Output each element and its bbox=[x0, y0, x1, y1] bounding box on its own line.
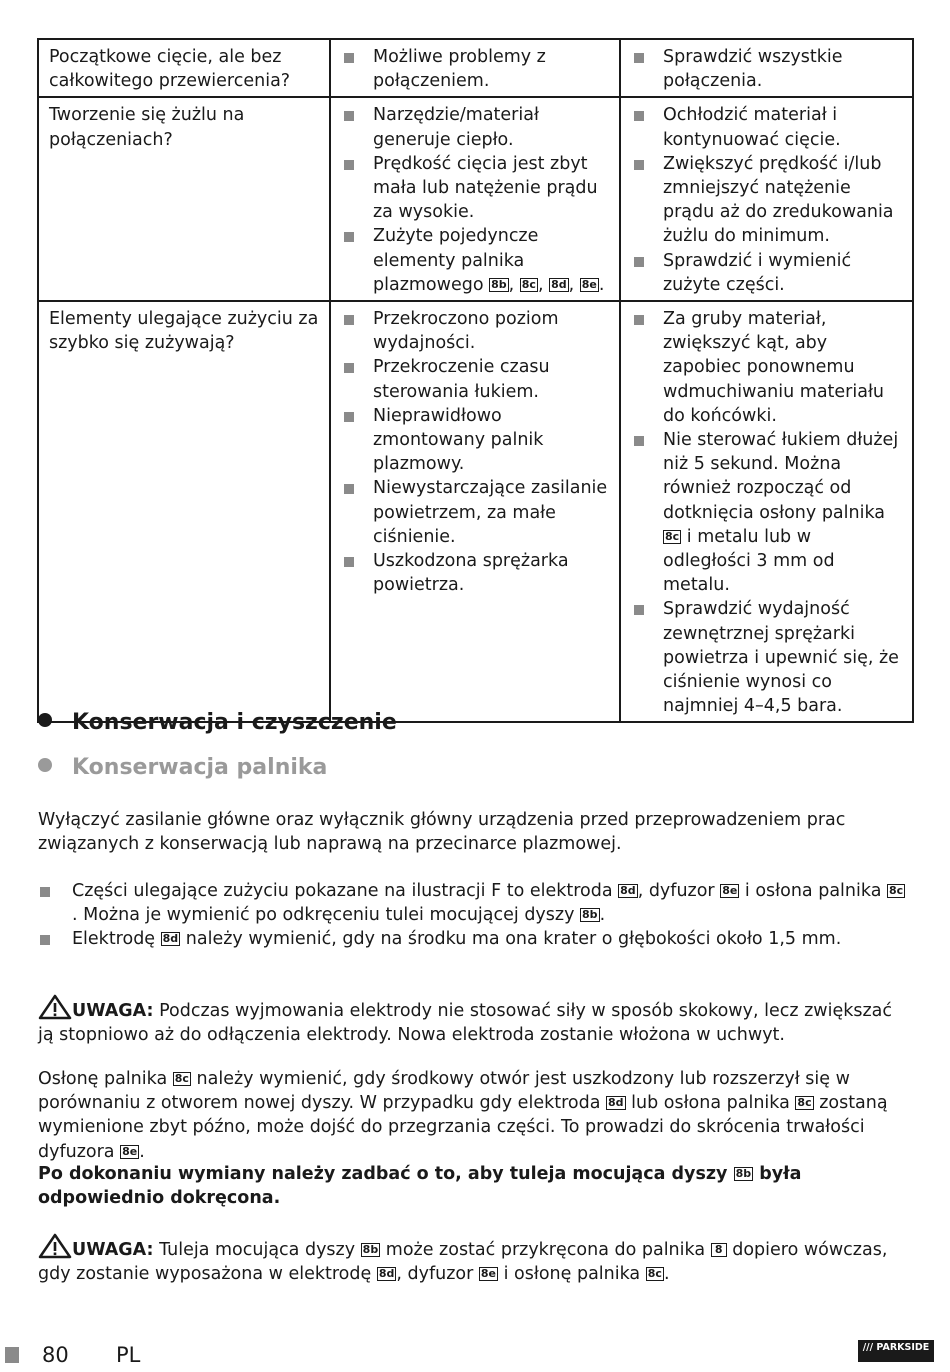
list-item bbox=[631, 45, 904, 93]
list-item bbox=[631, 249, 904, 297]
cause-text: Możliwe problemy z połączeniem. bbox=[373, 47, 546, 92]
section-heading-text: Konserwacja i czyszczenie bbox=[72, 710, 397, 735]
solution-text: Za gruby materiał, zwiększyć kąt, aby zapobiec ponownemu wdmuchiwaniu materiału do końcówki. bbox=[663, 309, 885, 426]
problem-text: Początkowe cięcie, ale bez całkowitego przewiercenia? bbox=[49, 47, 291, 92]
solution-text: Ochłodzić materiał i kontynuować cięcie. bbox=[663, 105, 841, 150]
body-text: , dyfuzor bbox=[637, 881, 715, 901]
section-heading bbox=[38, 710, 397, 735]
body-text: Części ulegające zużyciu pokazane na ilustracji F to elektroda bbox=[72, 881, 613, 901]
warning-text: , dyfuzor bbox=[396, 1264, 474, 1285]
list-item bbox=[631, 597, 904, 718]
body-text: i osłona palnika bbox=[744, 881, 882, 901]
part-ref-badge: 8b bbox=[735, 1167, 752, 1180]
subsection-heading-text: Konserwacja palnika bbox=[72, 755, 328, 780]
solution-text: Nie sterować łukiem dłużej niż 5 sekund. Można również rozpocząć od dotknięcia osłony palnika bbox=[663, 430, 899, 523]
body-text: zostaną wymienione zbyt późno, może dojść do przegrzania części. To prowadzi do skrócenia trwałości dyfuzora bbox=[38, 1093, 888, 1162]
warning-triangle-icon bbox=[38, 994, 72, 1020]
body-text: należy wymienić, gdy na środku ma ona krater o głębokości około 1,5 mm. bbox=[185, 929, 842, 950]
part-ref-badge: 8c bbox=[797, 1096, 812, 1110]
list-item bbox=[341, 404, 611, 477]
list-item bbox=[631, 428, 904, 597]
solution-text: Sprawdzić wszystkie połączenia. bbox=[663, 47, 843, 92]
warning-text: i osłonę palnika bbox=[503, 1264, 641, 1285]
part-ref-badge: 8c bbox=[174, 1072, 189, 1085]
warning-text: dopiero wówczas, gdy zostanie wyposażona w elektrodę bbox=[38, 1240, 888, 1285]
cause-text: Zużyte pojedyncze elementy palnika plazmowego bbox=[373, 226, 539, 295]
square-bullet-icon bbox=[344, 232, 354, 242]
list-item bbox=[38, 927, 908, 951]
problem-text: Tworzenie się żużlu na połączeniach? bbox=[49, 105, 245, 150]
part-ref-badge: 8b bbox=[582, 908, 598, 922]
cause-text: Uszkodzona sprężarka powietrza. bbox=[373, 551, 569, 596]
warning-label: UWAGA: bbox=[72, 1001, 154, 1021]
part-ref-badge: 8e bbox=[581, 277, 597, 291]
table-row bbox=[38, 39, 913, 97]
square-bullet-icon bbox=[40, 887, 50, 897]
cause-cell bbox=[330, 97, 620, 301]
solution-text: Sprawdzić wydajność zewnętrznej sprężarki powietrza i upewnić się, że ciśnienie wynosi co najmniej 4–4,5 bara. bbox=[663, 599, 899, 717]
troubleshooting-table bbox=[37, 38, 914, 723]
bullet-dot-icon bbox=[38, 758, 52, 772]
part-ref-badge: 8d bbox=[608, 1096, 624, 1110]
solution-cell bbox=[620, 97, 913, 301]
solution-text: Sprawdzić i wymienić zużyte części. bbox=[663, 250, 852, 295]
square-bullet-icon bbox=[634, 53, 644, 63]
part-ref-badge: 8c bbox=[665, 529, 680, 543]
list-item bbox=[341, 476, 611, 549]
square-bullet-icon bbox=[634, 160, 644, 170]
body-text: . Można je wymienić po odkręceniu tulei mocującej dyszy bbox=[72, 905, 575, 926]
list-item bbox=[341, 45, 611, 93]
square-bullet-icon bbox=[344, 160, 354, 170]
warning-paragraph-2: UWAGA: Tuleja mocująca dyszy 8b może zostać przykręcona do palnika 8 dopiero wówczas, gdy zostanie wyposażona w elektrodę 8d , dyfuzor 8e i osłonę palnika 8c . bbox=[38, 1233, 908, 1286]
list-item bbox=[631, 152, 904, 249]
square-bullet-icon bbox=[344, 111, 354, 121]
warning-text: Tuleja mocująca dyszy bbox=[159, 1240, 356, 1260]
square-bullet-icon bbox=[634, 315, 644, 325]
square-bullet-icon bbox=[40, 935, 50, 945]
parts-list bbox=[38, 879, 908, 952]
page-number: 80 bbox=[42, 1343, 69, 1367]
list-item bbox=[631, 307, 904, 428]
bold-notice bbox=[38, 1162, 908, 1210]
cause-text: Prędkość cięcia jest zbyt mała lub natężenie prądu za wysokie. bbox=[373, 153, 598, 223]
cause-text: Przekroczono poziom wydajności. bbox=[373, 309, 559, 354]
problem-cell bbox=[38, 97, 330, 301]
part-ref-badge: 8c bbox=[889, 884, 904, 897]
part-ref-badge: 8e bbox=[122, 1144, 138, 1158]
warning-paragraph bbox=[38, 994, 908, 1047]
square-bullet-icon bbox=[634, 257, 644, 267]
subsection-heading bbox=[38, 755, 327, 780]
cause-text: Nieprawidłowo zmontowany palnik plazmowy. bbox=[373, 405, 544, 475]
part-ref-badge: 8d bbox=[378, 1267, 395, 1281]
solution-text: Zwiększyć prędkość i/lub zmniejszyć natężenie prądu aż do zredukowania żużlu do minimum. bbox=[663, 153, 894, 247]
list-item: Części ulegające zużyciu pokazane na ilustracji F to elektroda 8d , dyfuzor 8e i osłona palnika 8c. Można je wymienić po odkręceniu tulei mocującej dyszy 8b . bbox=[38, 879, 908, 927]
cause-text: Niewystarczające zasilanie powietrzem, za małe ciśnienie. bbox=[373, 478, 608, 547]
body-text: Osłonę palnika bbox=[38, 1069, 168, 1089]
problem-text: Elementy ulegające zużyciu za szybko się zużywają? bbox=[49, 309, 319, 354]
cause-cell bbox=[330, 39, 620, 97]
part-ref-badge: 8b bbox=[491, 277, 507, 291]
warning-label: UWAGA: bbox=[72, 1240, 154, 1260]
cause-text: Narzędzie/materiał generuje ciepło. bbox=[373, 105, 539, 150]
footer-square-icon bbox=[5, 1347, 19, 1363]
square-bullet-icon bbox=[634, 436, 644, 446]
warning-triangle-icon bbox=[38, 1233, 72, 1259]
square-bullet-icon bbox=[344, 363, 354, 373]
list-item bbox=[341, 307, 611, 355]
replacement-paragraph: Osłonę palnika 8c należy wymienić, gdy środkowy otwór jest uszkodzony lub rozszerzył się w porównaniu z otworem nowej dyszy. W przypadku gdy elektroda 8d lub osłona palnika 8c zostaną wymienione zbyt późno, może dojść do przegrzania części. To prowadzi do skrócenia trwałości dyfuzora 8e . bbox=[38, 1069, 888, 1162]
problem-cell bbox=[38, 301, 330, 722]
square-bullet-icon bbox=[344, 484, 354, 494]
language-code: PL bbox=[116, 1343, 141, 1367]
brand-text: /// PARKSIDE bbox=[862, 1342, 930, 1353]
part-ref-badge: 8e bbox=[480, 1267, 497, 1281]
brand-subline bbox=[858, 1354, 934, 1359]
part-ref-badge: 8c bbox=[521, 277, 536, 291]
body-text: należy wymienić, gdy środkowy otwór jest uszkodzony lub rozszerzył się w porównaniu z otworem nowej dyszy. W przypadku gdy elektroda bbox=[38, 1069, 850, 1114]
part-ref-badge: 8d bbox=[620, 884, 636, 897]
body-text: Elektrodę bbox=[72, 929, 156, 950]
bold-text: była odpowiednio dokręcona. bbox=[38, 1164, 802, 1209]
part-ref-badge: 8e bbox=[722, 884, 738, 897]
part-ref-badge: 8d bbox=[162, 932, 179, 946]
list-item bbox=[341, 103, 611, 151]
intro-paragraph: Wyłączyć zasilanie główne oraz wyłącznik główny urządzenia przed przeprowadzeniem prac związanych z konserwacją lub naprawą na przecinarce plazmowej. bbox=[38, 810, 846, 855]
square-bullet-icon bbox=[344, 315, 354, 325]
bullet-dot-icon bbox=[38, 713, 52, 727]
cause-text: Przekroczenie czasu sterowania łukiem. bbox=[373, 357, 550, 402]
list-item bbox=[341, 355, 611, 403]
warning-text: może zostać przykręcona do palnika bbox=[385, 1240, 706, 1260]
bold-text: Po dokonaniu wymiany należy zadbać o to, aby tuleja mocująca dyszy bbox=[38, 1164, 728, 1184]
square-bullet-icon bbox=[344, 412, 354, 422]
part-ref-badge: 8 bbox=[711, 1243, 727, 1257]
square-bullet-icon bbox=[634, 111, 644, 121]
problem-cell bbox=[38, 39, 330, 97]
square-bullet-icon bbox=[344, 557, 354, 567]
solution-text: i metalu lub w odległości 3 mm od metalu. bbox=[663, 526, 835, 596]
table-row bbox=[38, 97, 913, 301]
part-ref-badge: 8c bbox=[647, 1267, 662, 1281]
warning-text: Podczas wyjmowania elektrody nie stosować siły w sposób skokowy, lecz zwiększać ją stopniowo aż do odłączenia elektrody. Nowa elektroda zostanie włożona w uchwyt. bbox=[38, 1001, 892, 1046]
list-item: Zużyte pojedyncze elementy palnika plazmowego 8b , 8c , 8d , 8e . bbox=[341, 224, 611, 297]
square-bullet-icon bbox=[344, 53, 354, 63]
part-ref-badge: 8d bbox=[551, 277, 567, 291]
square-bullet-icon bbox=[634, 605, 644, 615]
list-item bbox=[631, 103, 904, 151]
list-item bbox=[341, 152, 611, 225]
solution-cell bbox=[620, 301, 913, 722]
cause-cell bbox=[330, 301, 620, 722]
list-item bbox=[341, 549, 611, 597]
table-row bbox=[38, 301, 913, 722]
solution-cell bbox=[620, 39, 913, 97]
body-text: lub osłona palnika bbox=[631, 1093, 790, 1114]
part-ref-badge: 8b bbox=[362, 1243, 379, 1256]
brand-logo bbox=[858, 1340, 934, 1362]
